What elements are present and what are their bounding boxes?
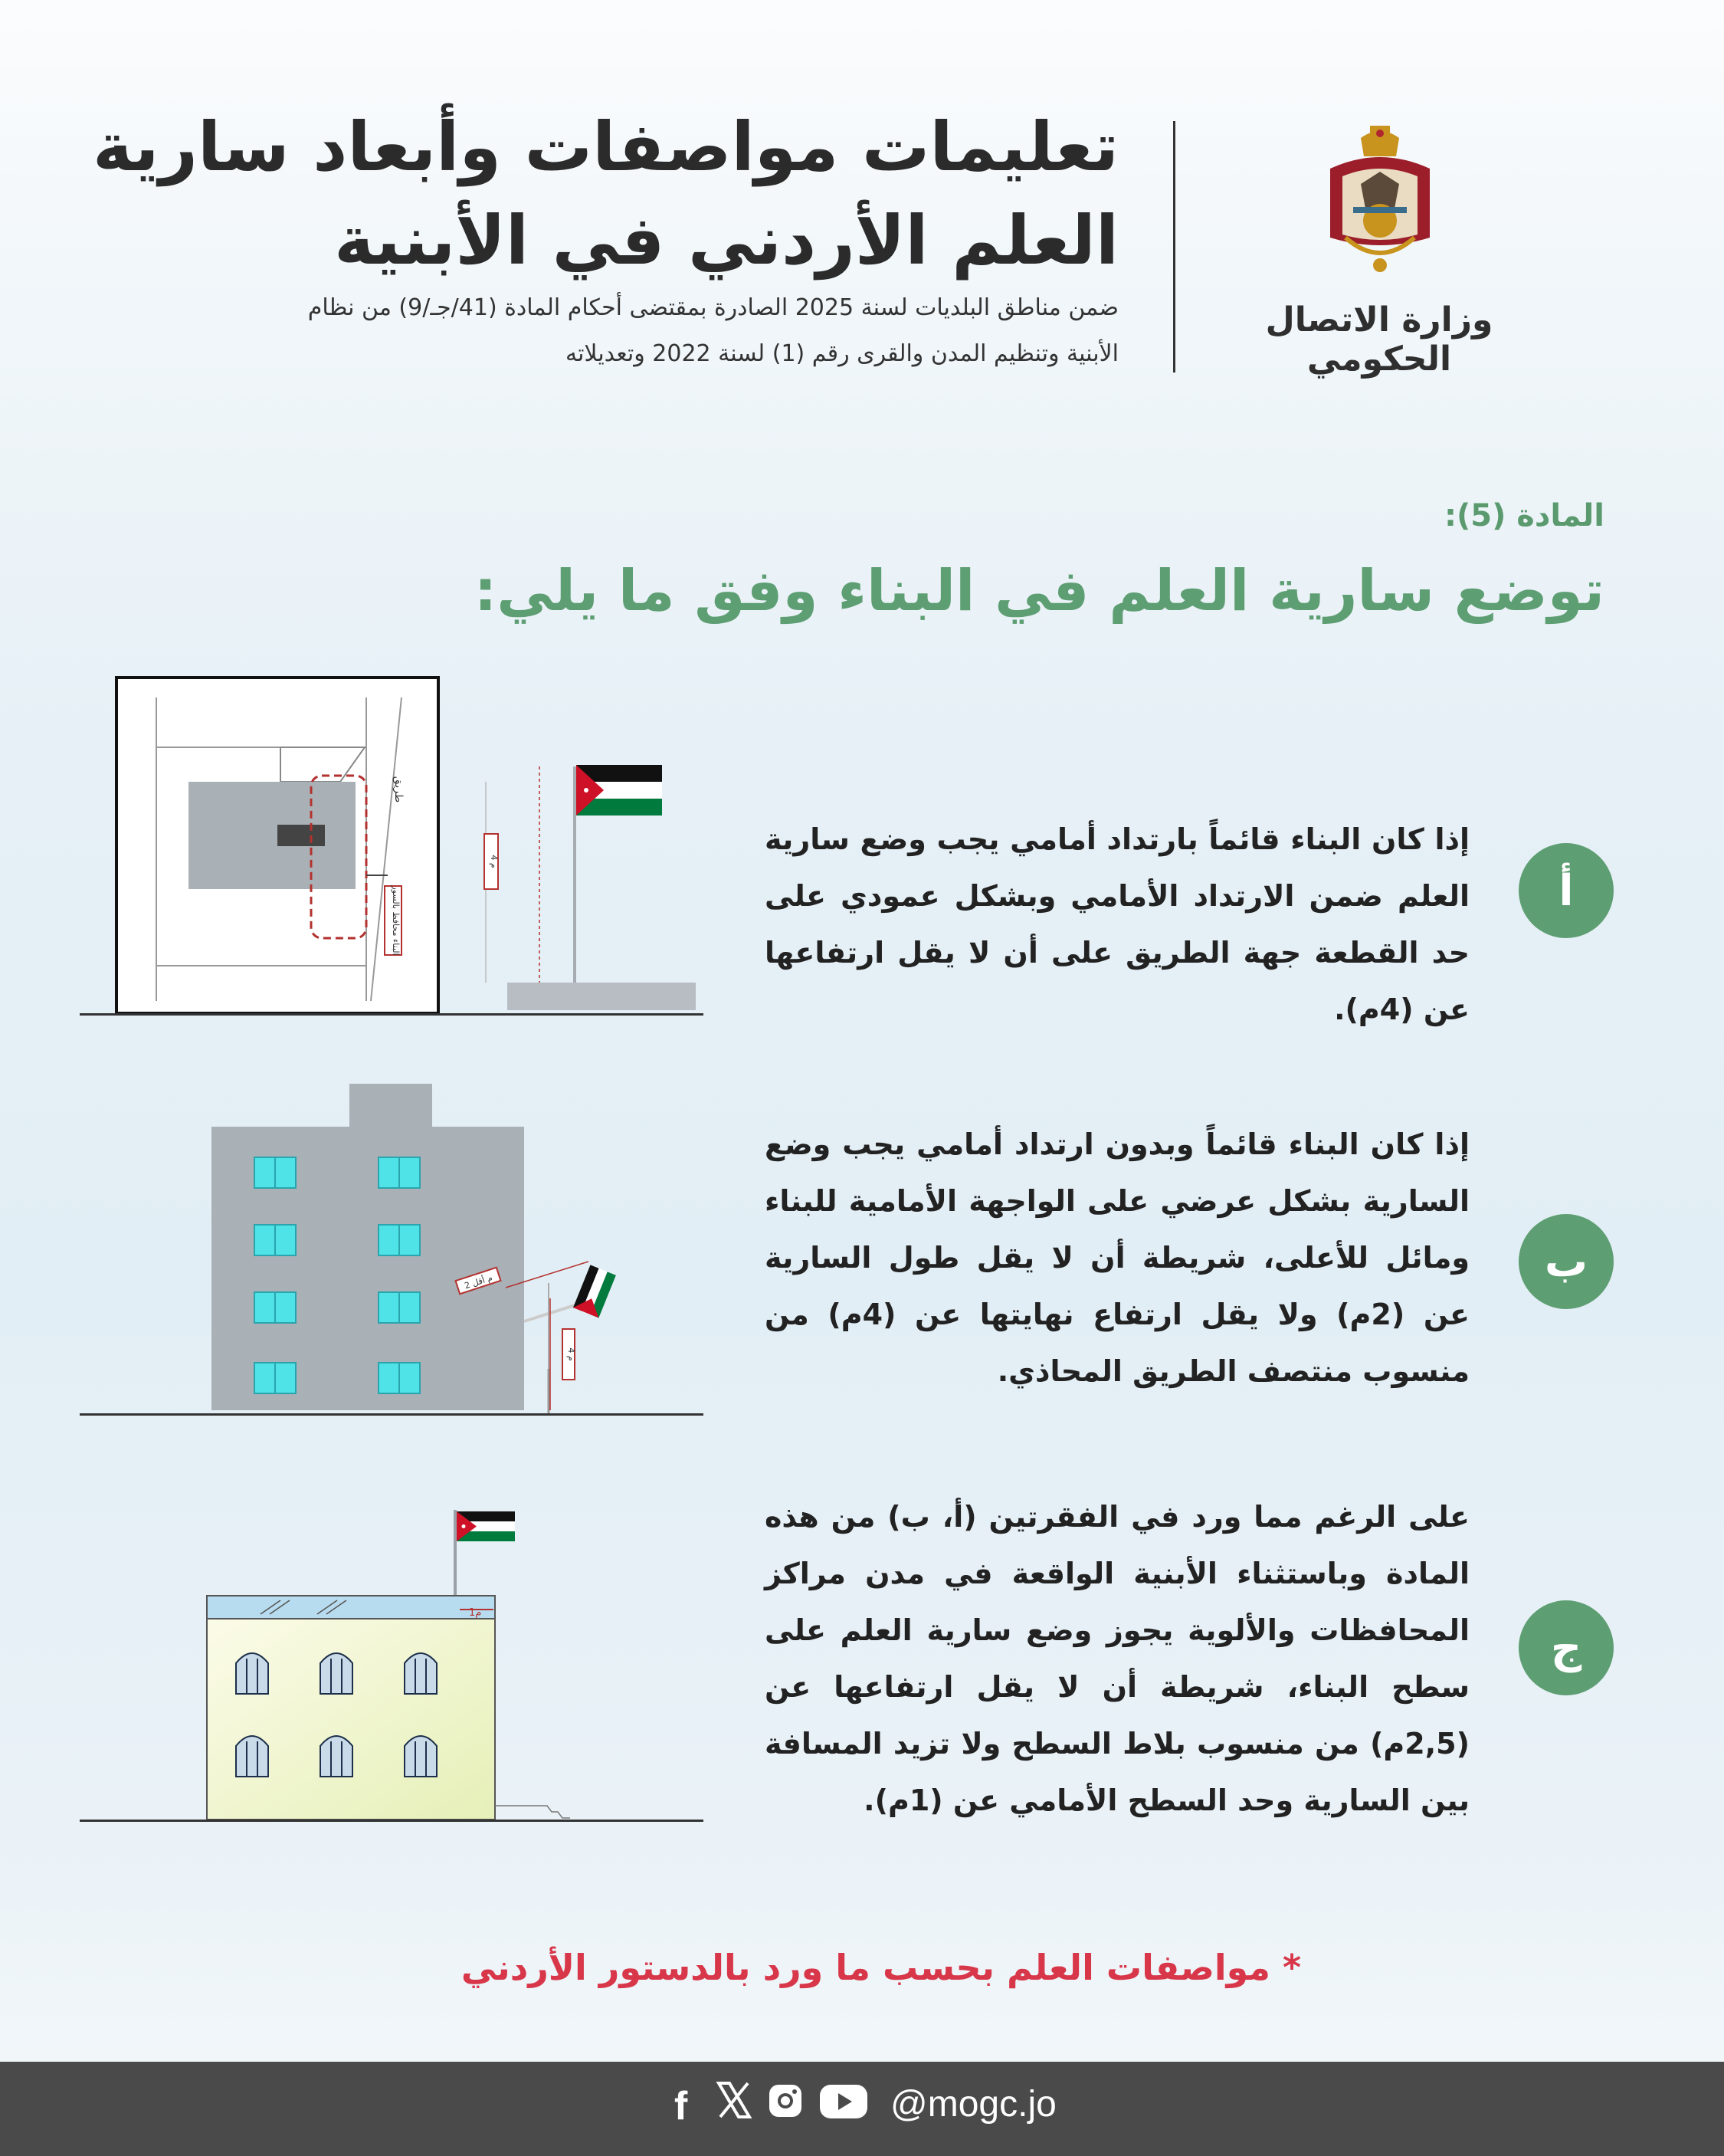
jordan-flag-b (573, 1265, 616, 1318)
item-a-diagram (80, 674, 703, 1016)
header-divider (1173, 121, 1175, 372)
page-title-line-1: تعليمات مواصفات وأبعاد سارية (92, 107, 1119, 186)
item-c-ground-line (80, 1820, 703, 1822)
item-b-diagram (80, 1084, 703, 1413)
item-c-badge: ج (1519, 1600, 1614, 1695)
item-a-text: إذا كان البناء قائماً بارتداد أمامي يجب وضع سارية العلم ضمن الارتداد الأمامي وبشكل عمودي على حد القطعة جهة الطريق على أن لا يقل ارتفاعها عن (4م). (765, 822, 1470, 1026)
road-label: طريق (392, 776, 405, 803)
footer-bar (0, 2062, 1724, 2156)
subtitle-line-1: ضمن مناطق البلديات لسنة 2025 الصادرة بمقتضى أحكام المادة (41/جـ/9) من نظام (307, 294, 1119, 321)
article-heading: توضع سارية العلم في البناء وفق ما يلي: (474, 558, 1604, 624)
youtube-icon[interactable] (820, 2085, 867, 2127)
jordan-flag-c (457, 1511, 515, 1541)
distance-label-c: 1م (469, 1607, 482, 1619)
item-b-text: إذا كان البناء قائماً وبدون ارتداد أمامي يجب وضع السارية بشكل عرضي على الواجهة الأمامية للبناء ومائل للأعلى، شريطة أن لا يقل طول السارية عن (2م) ولا يقل ارتفاع نهايتها عن (4م) من منسوب منتصف الطريق المحاذي. (765, 1127, 1470, 1388)
height-label-a: 4 م (489, 855, 499, 868)
x-icon[interactable] (716, 2080, 752, 2128)
item-a-ground-line (80, 1013, 703, 1016)
social-handle[interactable]: @mogc.jo (890, 2084, 1057, 2125)
jordan-flag-a (576, 765, 662, 815)
length-label-b: 2 م أقل (463, 1272, 494, 1291)
item-a-badge: أ (1519, 843, 1614, 938)
footnote: * مواصفات العلم بحسب ما ورد بالدستور الأردني (460, 1947, 1302, 1988)
item-c-text: على الرغم مما ورد في الفقرتين (أ، ب) من هذه المادة وباستثناء الأبنية الواقعة في مدن مراكز المحافظات والألوية يجوز وضع سارية العلم على سطح البناء، شريطة أن لا يقل ارتفاعها عن (2,5م) من منسوب بلاط السطح ولا تزيد المسافة بين السارية وحد السطح الأمامي عن (1م). (765, 1500, 1470, 1817)
instagram-icon[interactable] (768, 2083, 803, 2127)
article-label: المادة (5): (1444, 498, 1604, 533)
item-b-ground-line (80, 1413, 703, 1416)
item-b-badge: ب (1519, 1214, 1614, 1309)
coat-of-arms-logo (1315, 123, 1445, 284)
facebook-icon[interactable]: f (674, 2084, 688, 2128)
page-title-line-2: العلم الأردني في الأبنية (334, 201, 1119, 280)
subtitle-line-2: الأبنية وتنظيم المدن والقرى رقم (1) لسنة 2022 وتعديلاته (565, 340, 1119, 367)
ministry-name: وزارة الاتصال الحكومي (1265, 300, 1493, 379)
item-c-diagram (80, 1502, 703, 1821)
plot-label: البناء محافظ بالسور (391, 885, 401, 956)
height-label-b: 4 م (566, 1347, 576, 1361)
